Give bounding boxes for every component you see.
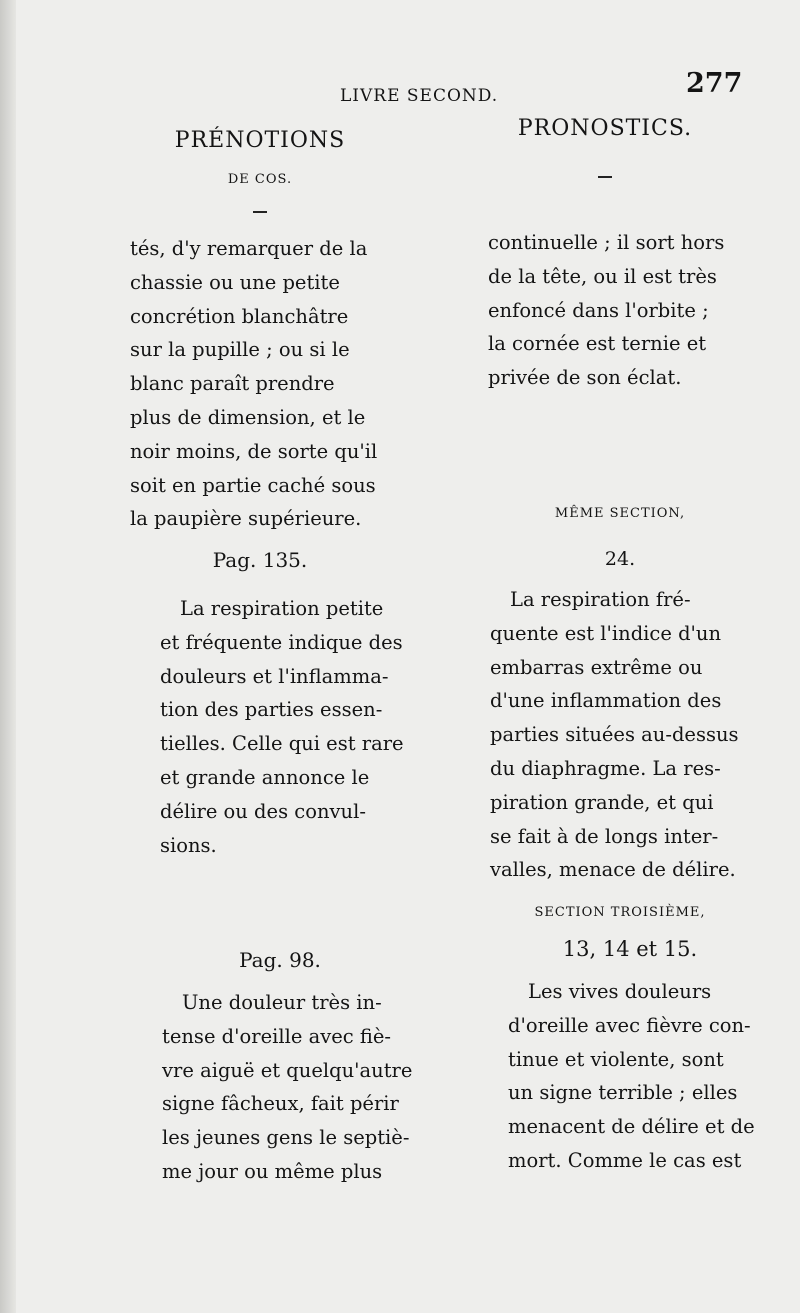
right-paragraph-a — [488, 226, 758, 395]
text-line: plus de dimension, et le — [130, 405, 366, 429]
text-line: noir moins, de sorte qu'il — [130, 439, 378, 463]
text-line: de la tête, ou il est très — [488, 264, 717, 288]
left-column-subtitle: DE COS. — [227, 172, 293, 187]
text-line: embarras extrême ou — [490, 655, 703, 679]
text-line: délire ou des convul- — [160, 799, 366, 823]
left-title-rule — [253, 211, 267, 213]
text-line: chassie ou une petite — [130, 270, 340, 294]
text-line: tense d'oreille avec fiè- — [162, 1024, 392, 1048]
running-title: LIVRE SECOND. — [340, 86, 499, 106]
text-line: blanc paraît prendre — [130, 372, 335, 396]
text-line: signe fâcheux, fait périr — [162, 1092, 399, 1116]
text-line: tielles. Celle qui est rare — [160, 732, 404, 756]
left-paragraph-a — [130, 232, 392, 536]
right-title-rule — [598, 176, 612, 178]
text-line: un signe terrible ; elles — [508, 1081, 738, 1105]
text-line: la paupière supérieure. — [130, 507, 362, 531]
text-line: d'oreille avec fièvre con- — [508, 1013, 751, 1037]
text-line: continuelle ; il sort hors — [488, 231, 725, 254]
page-spine-shadow — [0, 0, 16, 1313]
text-line: tion des parties essen- — [160, 698, 383, 722]
text-line: les jeunes gens le septiè- — [162, 1126, 410, 1150]
text-line: et grande annonce le — [160, 765, 370, 789]
text-line: et fréquente indique des — [160, 630, 403, 654]
text-line: piration grande, et qui — [490, 790, 714, 814]
right-paragraph-b — [490, 583, 765, 887]
text-line: sions. — [160, 833, 217, 857]
text-line: La respiration fré- — [510, 588, 691, 611]
right-section-heading-1: MÊME SECTION, — [554, 506, 686, 521]
text-line: tinue et violente, sont — [508, 1047, 724, 1071]
text-line: valles, menace de délire. — [490, 858, 736, 882]
text-line: Une douleur très in- — [182, 991, 382, 1014]
left-reference-2: Pag. 98. — [239, 948, 321, 972]
text-line: menacent de délire et de — [508, 1115, 755, 1139]
text-line: du diaphragme. La res- — [490, 756, 721, 780]
left-reference-1: Pag. 135. — [212, 548, 308, 572]
right-reference-2: 13, 14 et 15. — [562, 937, 698, 961]
text-line: douleurs et l'inflamma- — [160, 664, 389, 688]
text-line: concrétion blanchâtre — [130, 304, 349, 328]
text-line: d'une inflammation des — [490, 689, 722, 713]
text-line: mort. Comme le cas est — [508, 1148, 742, 1172]
text-line: soit en partie caché sous — [130, 473, 376, 497]
left-column-title: PRÉNOTIONS — [174, 128, 346, 153]
text-line: vre aiguë et quelqu'autre — [162, 1058, 413, 1082]
text-line: tés, d'y remarquer de la — [130, 237, 368, 260]
text-line: sur la pupille ; ou si le — [130, 338, 350, 362]
text-line: me jour ou même plus — [162, 1159, 383, 1183]
text-line: Les vives douleurs — [528, 980, 712, 1003]
text-line: privée de son éclat. — [488, 366, 682, 390]
text-line: quente est l'indice d'un — [490, 621, 722, 645]
right-paragraph-c — [508, 975, 773, 1178]
right-reference-1: 24. — [604, 548, 636, 570]
left-paragraph-b — [160, 592, 404, 862]
page-number: 277 — [686, 68, 743, 99]
right-section-heading-2: SECTION TROISIÈME, — [534, 905, 706, 920]
text-line: La respiration petite — [180, 597, 384, 620]
text-line: se fait à de longs inter- — [490, 824, 719, 848]
text-line: enfoncé dans l'orbite ; — [488, 298, 709, 322]
left-paragraph-c — [162, 986, 417, 1189]
right-column-title: PRONOSTICS. — [517, 116, 693, 141]
text-line: parties situées au-dessus — [490, 723, 739, 747]
text-line: la cornée est ternie et — [488, 332, 707, 356]
